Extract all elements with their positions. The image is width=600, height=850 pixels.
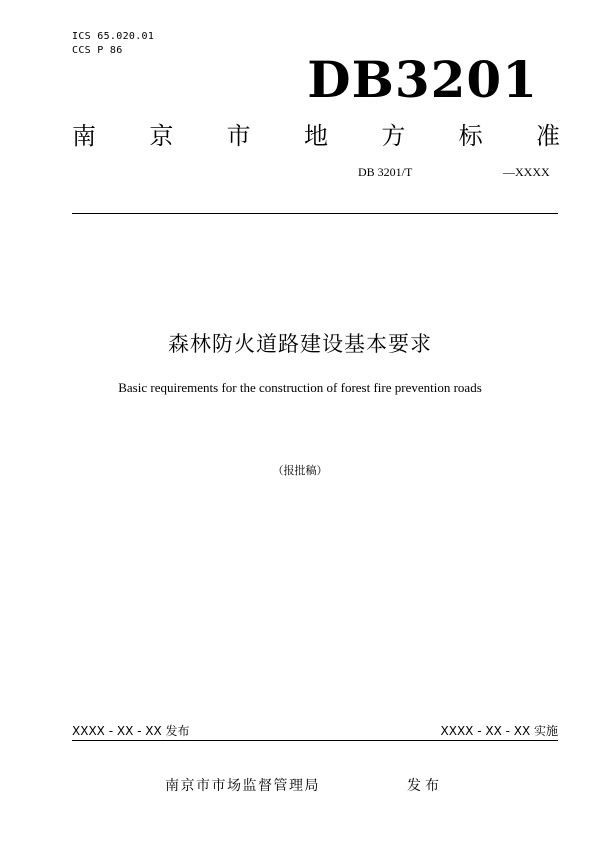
standard-code-large: DB3201: [307, 50, 538, 109]
issue-date: XXXX - XX - XX 发布: [72, 724, 190, 738]
issuing-authority: 南京市市场监督管理局: [165, 778, 320, 794]
standard-number-suffix: —XXXX: [503, 165, 550, 179]
publish-label: 发布: [407, 778, 443, 794]
standard-type-char: 南: [72, 122, 96, 150]
ccs-code: CCS P 86: [72, 45, 123, 56]
standard-type-char: 方: [381, 122, 406, 150]
footer-divider: [72, 740, 558, 741]
standard-type-char: 京: [149, 122, 174, 150]
header-divider: [72, 213, 558, 214]
standard-type-char: 市: [226, 122, 251, 150]
draft-status: （报批稿）: [272, 464, 328, 477]
standard-type-heading: [72, 116, 560, 151]
document-title-cn: 森林防火道路建设基本要求: [168, 332, 432, 356]
standard-type-char: 地: [303, 122, 328, 150]
classification-codes: [72, 30, 154, 58]
implementation-date: XXXX - XX - XX 实施: [440, 724, 558, 738]
standard-type-char: 标: [458, 122, 483, 150]
standard-type-char: 准: [535, 122, 560, 150]
ics-code: ICS 65.020.01: [72, 31, 155, 42]
document-title-en: Basic requirements for the construction of forest fire prevention roads: [118, 380, 482, 395]
standard-number: DB 3201/T: [358, 165, 413, 179]
